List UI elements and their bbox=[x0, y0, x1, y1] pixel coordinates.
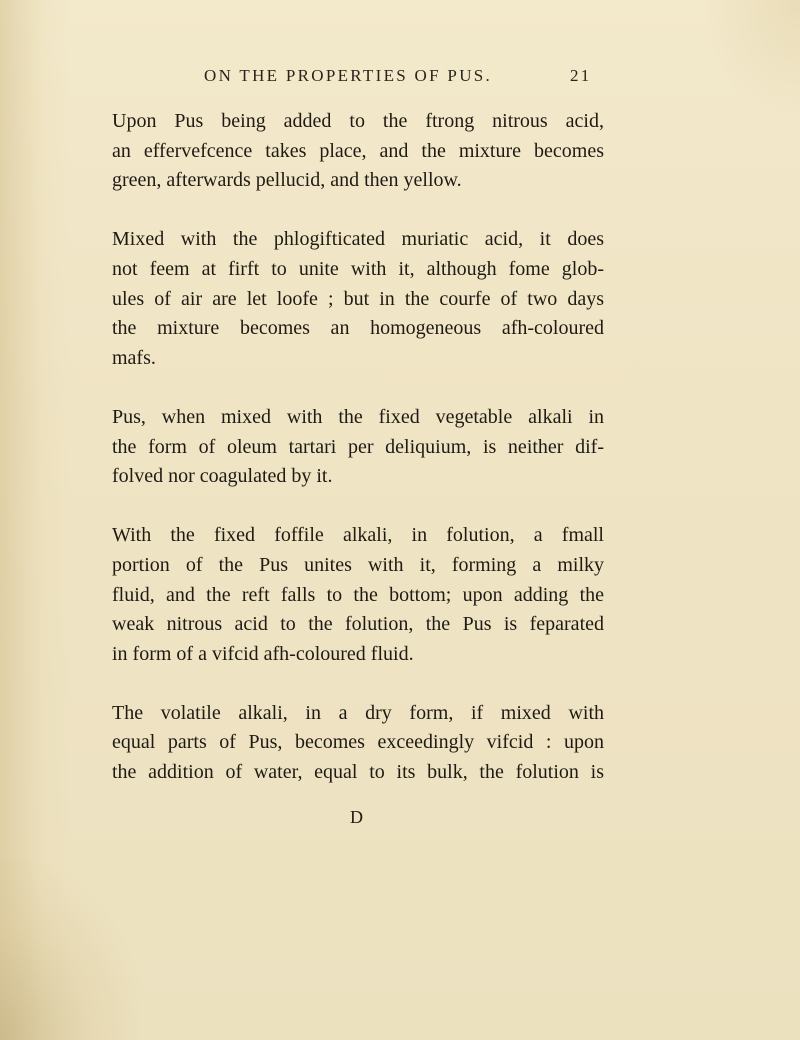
corner-stain bbox=[0, 860, 140, 1040]
text-line: Upon Pus being added to the ftrong nitrous acid, bbox=[112, 110, 604, 132]
text-line: mafs. bbox=[112, 346, 156, 369]
text-line: With the fixed foffile alkali, in folution, a fmall bbox=[112, 524, 604, 547]
text-line: the form of oleum tartari per deliquium, is neither dif- bbox=[112, 435, 604, 458]
text-line: Pus, when mixed with the fixed vegetable alkali in bbox=[112, 405, 604, 428]
paragraph bbox=[112, 521, 604, 669]
running-head bbox=[0, 66, 800, 90]
running-title: ON THE PROPERTIES OF PUS. bbox=[204, 66, 493, 85]
text-line: in form of a vifcid afh-coloured fluid. bbox=[112, 642, 414, 665]
text-line: green, afterwards pellucid, and then yellow. bbox=[112, 169, 462, 192]
text-line: weak nitrous acid to the folution, the Pus is feparated bbox=[112, 613, 604, 636]
paragraph bbox=[112, 107, 604, 196]
text-line: the mixture becomes an homogeneous afh-coloured bbox=[112, 317, 604, 340]
text-line: ules of air are let loofe ; but in the courfe of two days bbox=[112, 287, 604, 310]
paragraph bbox=[112, 403, 604, 492]
corner-stain bbox=[700, 0, 800, 120]
body-text bbox=[112, 107, 604, 817]
text-line: folved nor coagulated by it. bbox=[112, 465, 333, 488]
paragraph bbox=[112, 699, 604, 788]
text-line: not feem at firft to unite with it, although fome glob- bbox=[112, 257, 604, 280]
page-number: 21 bbox=[570, 66, 592, 85]
text-line: portion of the Pus unites with it, forming a milky bbox=[112, 553, 604, 576]
text-line: The volatile alkali, in a dry form, if mixed with bbox=[112, 701, 604, 724]
text-line: equal parts of Pus, becomes exceedingly vifcid : upon bbox=[112, 731, 604, 754]
text-line: the addition of water, equal to its bulk, the folution is bbox=[112, 761, 604, 784]
signature-mark bbox=[0, 807, 800, 828]
signature-letter: D bbox=[350, 807, 364, 827]
text-line: an effervefcence takes place, and the mixture becomes bbox=[112, 139, 604, 162]
paragraph bbox=[112, 225, 604, 373]
text-line: Mixed with the phlogifticated muriatic acid, it does bbox=[112, 228, 604, 251]
text-line: fluid, and the reft falls to the bottom; upon adding the bbox=[112, 583, 604, 606]
